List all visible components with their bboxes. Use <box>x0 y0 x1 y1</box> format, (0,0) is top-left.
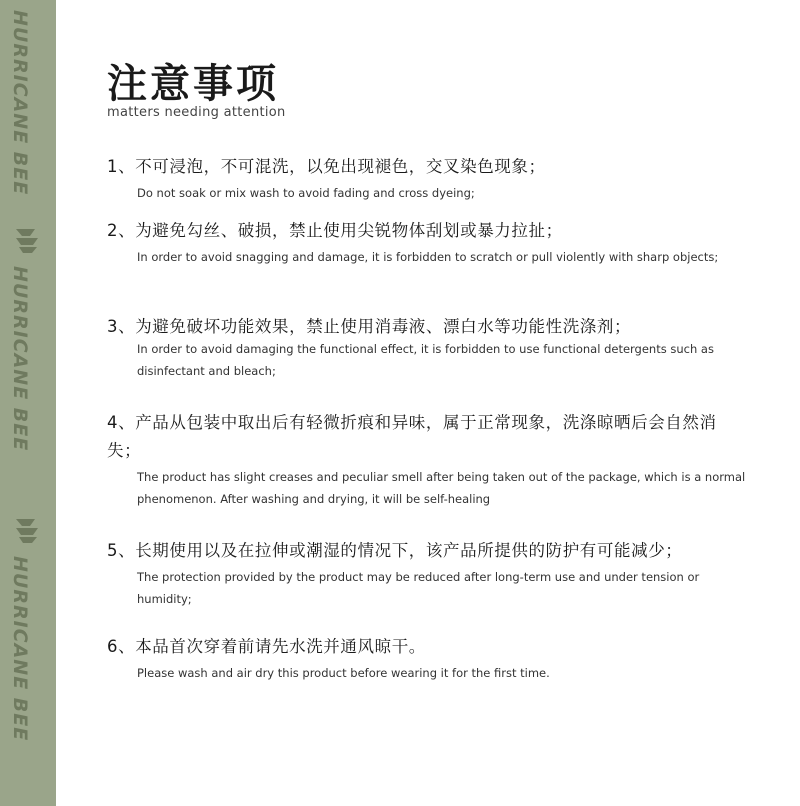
notice-item-5 <box>107 537 747 610</box>
notice-item-cn: 3、为避免破坏功能效果，禁止使用消毒液、漂白水等功能性洗涤剂； <box>107 317 632 336</box>
notice-item-6 <box>107 633 747 684</box>
page-title: 注意事项 <box>107 61 279 107</box>
notice-item-cn: 4、产品从包装中取出后有轻微折痕和异味，属于正常现象，洗涤晾晒后会自然消失； <box>107 413 717 460</box>
hurricane-bee-logo-icon <box>13 516 41 544</box>
page-subtitle: matters needing attention <box>107 105 286 120</box>
notice-item-en: In order to avoid snagging and damage, it is forbidden to scratch or pull violently with sharp objects; <box>137 250 719 264</box>
brand-text: HURRICANE BEE <box>9 556 31 742</box>
notice-item-2 <box>107 217 747 268</box>
notice-item-3 <box>107 313 747 382</box>
brand-sidebar <box>0 0 56 806</box>
notice-item-en: Please wash and air dry this product before wearing it for the first time. <box>137 666 550 680</box>
notice-item-en: Do not soak or mix wash to avoid fading and cross dyeing; <box>137 186 475 200</box>
brand-text: HURRICANE BEE <box>9 10 31 196</box>
notice-item-1 <box>107 153 747 204</box>
notice-item-cn: 5、长期使用以及在拉伸或潮湿的情况下，该产品所提供的防护有可能减少； <box>107 541 683 560</box>
notice-item-cn: 6、本品首次穿着前请先水洗并通风晾干。 <box>107 637 426 656</box>
notice-item-cn: 2、为避免勾丝、破损，禁止使用尖锐物体刮划或暴力拉扯； <box>107 221 563 240</box>
notice-item-cn: 1、不可浸泡，不可混洗，以免出现褪色，交叉染色现象； <box>107 157 546 176</box>
notice-item-4 <box>107 409 747 510</box>
brand-text: HURRICANE BEE <box>9 266 31 452</box>
notice-item-en: The product has slight creases and peculiar smell after being taken out of the package, which is a normal phenomenon. After washing and drying, it will be self-healing <box>137 470 746 506</box>
notice-item-en: The protection provided by the product may be reduced after long-term use and under tension or humidity; <box>137 570 700 606</box>
notice-item-en: In order to avoid damaging the functional effect, it is forbidden to use functional detergents such as disinfectant and bleach; <box>137 342 714 378</box>
hurricane-bee-logo-icon <box>13 226 41 254</box>
